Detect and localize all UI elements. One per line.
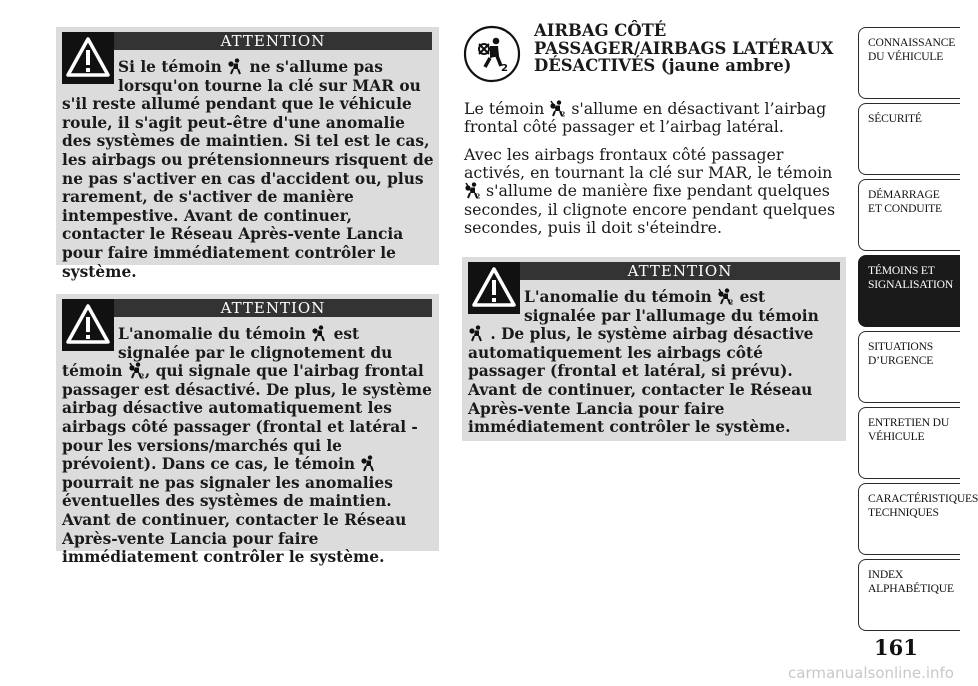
airbag-icon: [312, 325, 327, 342]
warning-text: L'anomalie du témoin 2 est signalée par l'allumage du témoin . De plus, le système airbag désactive automatiquement les airbags côté passager (frontal et latéral, si prévu). Avant de continuer, contacter le Réseau Après-vente Lancia pour faire immédiatement contrôler le système.: [468, 288, 819, 437]
svg-text:2: 2: [501, 63, 508, 74]
warning-heading: ATTENTION: [114, 299, 432, 317]
tab-demarrage-et-conduite[interactable]: DÉMARRAGE ET CONDUITE: [858, 179, 960, 251]
svg-text:2: 2: [729, 299, 734, 307]
warning-heading: ATTENTION: [520, 262, 840, 280]
warning-heading: ATTENTION: [114, 32, 432, 50]
warning-text: L'anomalie du témoin est signalée par le clignotement du témoin 2 , qui signale que l'airbag frontal passager est désactivé. De plus, le système airbag désactive automatiquement les airbags côté passager (frontal et latéral - pour les versions/marchés qui le prévoient). Dans ce cas, le témoin pourrait ne pas signaler les anomalies éventuelles des systèmes de maintien. Avant de continuer, contacter le Réseau Après-vente Lancia pour faire immédiatement contrôler le système.: [62, 325, 432, 567]
tab-entretien-du-vehicule[interactable]: ENTRETIEN DU VÉHICULE: [858, 407, 960, 479]
passenger-airbag-off-icon: [463, 25, 521, 83]
svg-text:2: 2: [476, 193, 481, 201]
passenger-airbag-off-icon: [718, 288, 733, 305]
passenger-airbag-off-icon: [550, 100, 565, 117]
tab-temoins-et-signalisation[interactable]: TÉMOINS ET SIGNALISATION: [858, 255, 960, 327]
airbag-icon: [361, 455, 376, 472]
passenger-airbag-off-icon: [465, 182, 480, 199]
section-title: AIRBAG CÔTÉ PASSAGER/AIRBAGS LATÉRAUX DÉSACTIVÉS (jaune ambre): [534, 21, 834, 76]
passenger-airbag-off-icon: [129, 362, 144, 379]
svg-text:2: 2: [139, 373, 145, 381]
tab-securite[interactable]: SÉCURITÉ: [858, 103, 960, 175]
tab-caracteristiques-techniques[interactable]: CARACTÉRISTIQUES TECHNIQUES: [858, 483, 960, 555]
paragraph: Le témoin 2 s'allume en désactivant l’airbag frontal côté passager et l’airbag latéral.: [464, 99, 827, 137]
svg-text:2: 2: [561, 111, 566, 119]
tab-situations-d-urgence[interactable]: SITUATIONS D’URGENCE: [858, 331, 960, 403]
airbag-icon: [469, 325, 484, 342]
page-number: 161: [874, 635, 918, 660]
warning-text: Si le témoin ne s'allume pas lorsqu'on tourne la clé sur MAR ou s'il reste allumé pendant que le véhicule roule, il s'agit peut-être d'une anomalie des systèmes de maintien. Si tel est le cas, les airbags ou prétensionneurs risquent de ne pas s'activer en cas d'accident ou, plus rarement, de s'activer de manière intempestive. Avant de continuer, contacter le Réseau Après-vente Lancia pour faire immédiatement contrôler le système.: [62, 58, 434, 281]
paragraph: Avec les airbags frontaux côté passager activés, en tournant la clé sur MAR, le témoin 2 s'allume de manière fixe pendant quelques secondes, il clignote encore pendant quelques secondes, puis il doit s'éteindre.: [464, 145, 836, 237]
warning-box-3: [462, 257, 846, 441]
airbag-icon: [228, 58, 243, 75]
watermark: carmanualsonline.info: [788, 664, 954, 682]
tab-connaissance-du-vehicule[interactable]: CONNAISSANCE DU VÉHICULE: [858, 27, 960, 99]
warning-box-2: [56, 294, 439, 567]
warning-box-1: [56, 27, 439, 281]
tab-index-alphabetique[interactable]: INDEX ALPHABÉTIQUE: [858, 559, 960, 631]
